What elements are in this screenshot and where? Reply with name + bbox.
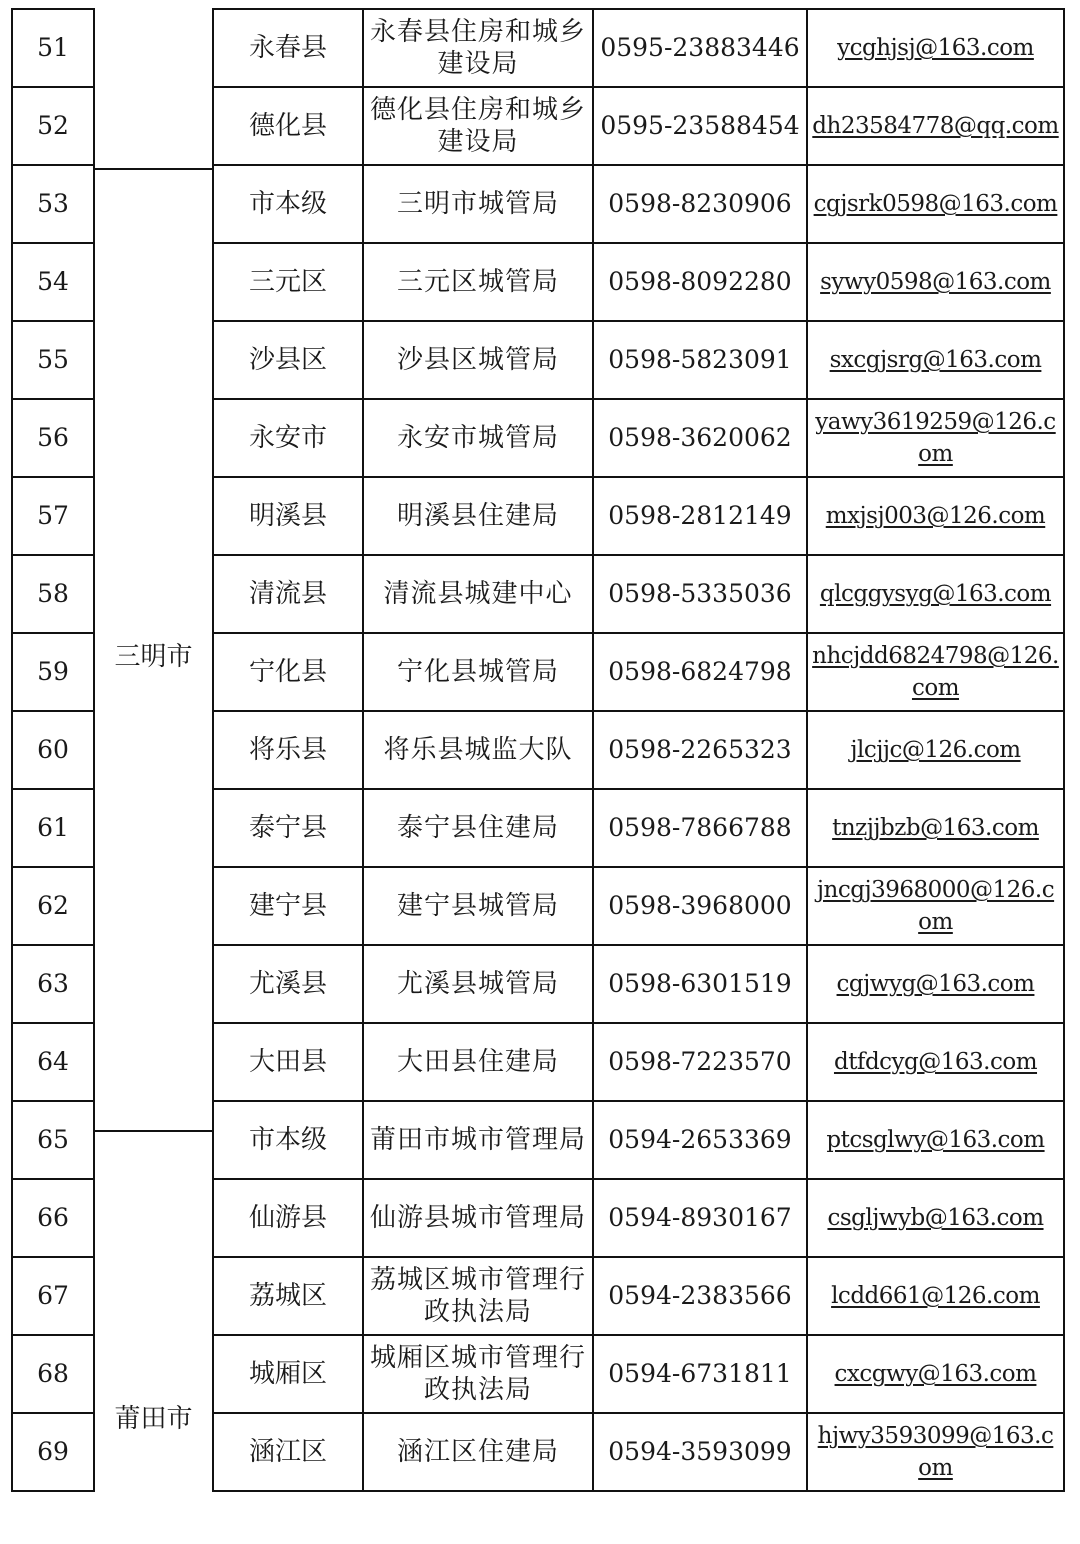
phone-cell: 0595-23588454 (593, 87, 807, 165)
county-cell: 市本级 (213, 165, 363, 243)
table-row (213, 1257, 1064, 1335)
email-link[interactable]: qlcggysyg@163.com (819, 581, 1052, 607)
table-row (12, 399, 94, 477)
email-link[interactable]: tnzjjbzb@163.com (832, 815, 1039, 841)
department-cell: 永春县住房和城乡建设局 (363, 9, 593, 87)
phone-cell: 0595-23883446 (593, 9, 807, 87)
department-cell: 荔城区城市管理行政执法局 (363, 1257, 593, 1335)
email-link[interactable]: cgjwyg@163.com (836, 971, 1035, 997)
table-row (12, 87, 94, 165)
county-cell: 沙县区 (213, 321, 363, 399)
email-link[interactable]: dh23584778@qq.com (812, 113, 1059, 139)
email-link[interactable]: hjwy3593099@163.com (817, 1423, 1054, 1481)
city-divider (93, 168, 214, 170)
email-link[interactable]: jlcjjc@126.com (850, 737, 1021, 763)
email-link[interactable]: mxjsj003@126.com (825, 503, 1046, 529)
department-cell: 三元区城管局 (363, 243, 593, 321)
row-number: 66 (12, 1179, 94, 1257)
row-number: 64 (12, 1023, 94, 1101)
email-link[interactable]: sxcgjsrg@163.com (829, 347, 1042, 373)
department-cell: 清流县城建中心 (363, 555, 593, 633)
county-cell: 永春县 (213, 9, 363, 87)
county-cell: 仙游县 (213, 1179, 363, 1257)
table-row (213, 1413, 1064, 1491)
table-row (12, 243, 94, 321)
table-row (213, 243, 1064, 321)
table-row (213, 867, 1064, 945)
row-number: 60 (12, 711, 94, 789)
table-row (12, 321, 94, 399)
county-cell: 明溪县 (213, 477, 363, 555)
email-cell (807, 633, 1064, 711)
email-cell (807, 1257, 1064, 1335)
county-cell: 市本级 (213, 1101, 363, 1179)
email-cell (807, 1413, 1064, 1491)
phone-cell: 0594-2383566 (593, 1257, 807, 1335)
table-row (213, 633, 1064, 711)
email-link[interactable]: yawy3619259@126.com (815, 409, 1056, 467)
email-link[interactable]: ptcsglwy@163.com (826, 1127, 1045, 1153)
table-row (213, 1023, 1064, 1101)
email-cell (807, 165, 1064, 243)
county-cell: 大田县 (213, 1023, 363, 1101)
table-row (213, 1179, 1064, 1257)
phone-cell: 0598-5335036 (593, 555, 807, 633)
email-cell (807, 87, 1064, 165)
department-cell: 涵江区住建局 (363, 1413, 593, 1491)
phone-cell: 0598-7223570 (593, 1023, 807, 1101)
table-row (12, 945, 94, 1023)
table-row (213, 945, 1064, 1023)
row-number: 69 (12, 1413, 94, 1491)
email-cell (807, 243, 1064, 321)
contact-table (212, 8, 1065, 1492)
phone-cell: 0598-2812149 (593, 477, 807, 555)
department-cell: 永安市城管局 (363, 399, 593, 477)
email-link[interactable]: cgjsrk0598@163.com (813, 191, 1058, 217)
email-cell (807, 1335, 1064, 1413)
phone-cell: 0598-8092280 (593, 243, 807, 321)
phone-cell: 0598-7866788 (593, 789, 807, 867)
county-cell: 清流县 (213, 555, 363, 633)
phone-cell: 0598-3620062 (593, 399, 807, 477)
email-cell (807, 867, 1064, 945)
table-row (213, 1335, 1064, 1413)
row-number: 54 (12, 243, 94, 321)
county-cell: 建宁县 (213, 867, 363, 945)
row-number: 62 (12, 867, 94, 945)
phone-cell: 0598-3968000 (593, 867, 807, 945)
table-row (12, 1257, 94, 1335)
phone-cell: 0598-2265323 (593, 711, 807, 789)
row-number: 52 (12, 87, 94, 165)
department-cell: 宁化县城管局 (363, 633, 593, 711)
department-cell: 建宁县城管局 (363, 867, 593, 945)
county-cell: 泰宁县 (213, 789, 363, 867)
row-number: 58 (12, 555, 94, 633)
department-cell: 明溪县住建局 (363, 477, 593, 555)
row-number: 57 (12, 477, 94, 555)
email-cell (807, 321, 1064, 399)
email-link[interactable]: csgljwyb@163.com (827, 1205, 1044, 1231)
city-name-sanming: 三明市 (114, 642, 193, 672)
row-number: 55 (12, 321, 94, 399)
email-cell (807, 555, 1064, 633)
department-cell: 仙游县城市管理局 (363, 1179, 593, 1257)
table-row (213, 555, 1064, 633)
department-cell: 将乐县城监大队 (363, 711, 593, 789)
row-number: 68 (12, 1335, 94, 1413)
table-row (213, 399, 1064, 477)
table-row (12, 165, 94, 243)
city-name-putian: 莆田市 (114, 1404, 193, 1434)
email-cell (807, 477, 1064, 555)
phone-cell: 0594-6731811 (593, 1335, 807, 1413)
county-cell: 德化县 (213, 87, 363, 165)
table-row (12, 1023, 94, 1101)
county-cell: 尤溪县 (213, 945, 363, 1023)
department-cell: 大田县住建局 (363, 1023, 593, 1101)
row-number: 53 (12, 165, 94, 243)
table-row (12, 1413, 94, 1491)
row-number: 61 (12, 789, 94, 867)
table-row (213, 711, 1064, 789)
email-link[interactable]: ycghjsj@163.com (837, 35, 1034, 61)
department-cell: 尤溪县城管局 (363, 945, 593, 1023)
county-cell: 涵江区 (213, 1413, 363, 1491)
email-link[interactable]: cxcgwy@163.com (834, 1361, 1037, 1387)
email-link[interactable]: dtfdcyg@163.com (833, 1049, 1038, 1075)
department-cell: 三明市城管局 (363, 165, 593, 243)
table-row (12, 555, 94, 633)
row-number: 59 (12, 633, 94, 711)
county-cell: 将乐县 (213, 711, 363, 789)
table-row (12, 1179, 94, 1257)
email-cell (807, 9, 1064, 87)
email-cell (807, 1101, 1064, 1179)
department-cell: 城厢区城市管理行政执法局 (363, 1335, 593, 1413)
table-row (12, 867, 94, 945)
city-column (93, 8, 214, 1536)
phone-cell: 0598-6824798 (593, 633, 807, 711)
phone-cell: 0594-2653369 (593, 1101, 807, 1179)
email-cell (807, 789, 1064, 867)
table-row (12, 1335, 94, 1413)
row-number: 65 (12, 1101, 94, 1179)
table-row (213, 165, 1064, 243)
email-link[interactable]: nhcjdd6824798@126.com (812, 643, 1059, 701)
table-row (12, 477, 94, 555)
email-cell (807, 1023, 1064, 1101)
county-cell: 永安市 (213, 399, 363, 477)
table-row (213, 9, 1064, 87)
department-cell: 沙县区城管局 (363, 321, 593, 399)
table-row (12, 9, 94, 87)
table-row (213, 477, 1064, 555)
phone-cell: 0594-8930167 (593, 1179, 807, 1257)
city-divider (93, 1130, 214, 1132)
email-link[interactable]: lcdd661@126.com (831, 1283, 1040, 1309)
county-cell: 宁化县 (213, 633, 363, 711)
table-row (213, 321, 1064, 399)
row-number: 56 (12, 399, 94, 477)
email-cell (807, 711, 1064, 789)
table-row (12, 711, 94, 789)
department-cell: 泰宁县住建局 (363, 789, 593, 867)
phone-cell: 0598-6301519 (593, 945, 807, 1023)
email-cell (807, 399, 1064, 477)
email-link[interactable]: sywy0598@163.com (820, 269, 1051, 295)
table-row (213, 1101, 1064, 1179)
row-number: 51 (12, 9, 94, 87)
department-cell: 德化县住房和城乡建设局 (363, 87, 593, 165)
row-number: 63 (12, 945, 94, 1023)
table-row (12, 633, 94, 711)
email-link[interactable]: jncgj3968000@126.com (816, 877, 1055, 935)
email-cell (807, 945, 1064, 1023)
phone-cell: 0598-5823091 (593, 321, 807, 399)
table-row (12, 789, 94, 867)
phone-cell: 0594-3593099 (593, 1413, 807, 1491)
county-cell: 三元区 (213, 243, 363, 321)
table-row (213, 87, 1064, 165)
email-cell (807, 1179, 1064, 1257)
phone-cell: 0598-8230906 (593, 165, 807, 243)
row-number-column (11, 8, 95, 1492)
county-cell: 城厢区 (213, 1335, 363, 1413)
table-row (12, 1101, 94, 1179)
row-number: 67 (12, 1257, 94, 1335)
county-cell: 荔城区 (213, 1257, 363, 1335)
department-cell: 莆田市城市管理局 (363, 1101, 593, 1179)
table-row (213, 789, 1064, 867)
